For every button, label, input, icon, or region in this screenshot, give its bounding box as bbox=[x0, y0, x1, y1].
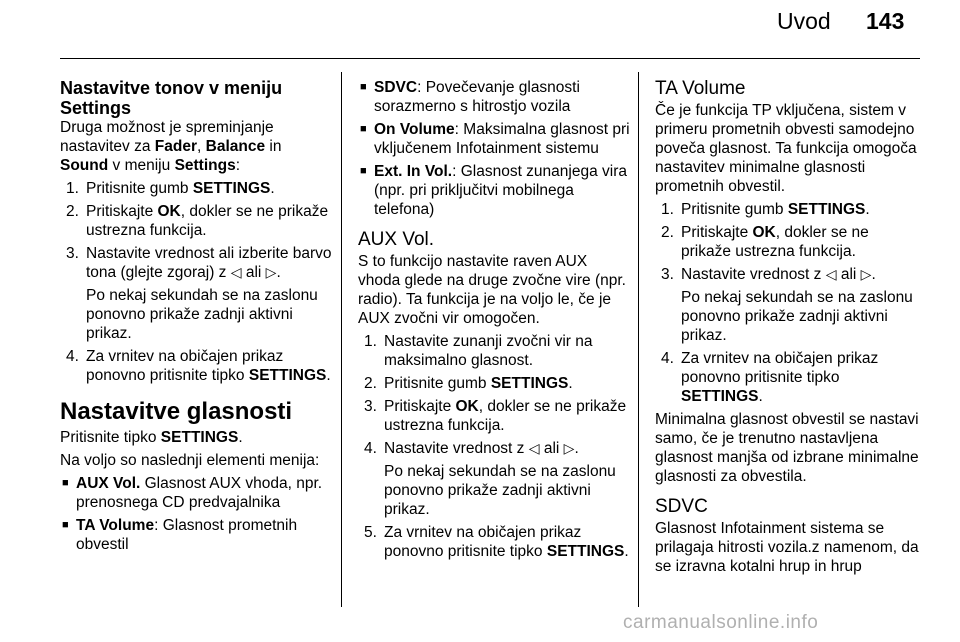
paragraph: S to funkcijo nastavite raven AUX vhoda glede na druge zvočne vire (npr. radio). Ta funkcija je na voljo le, če je AUX zvočni vir omogočen. bbox=[358, 253, 626, 327]
list-item: 2. Pritisnite gumb SETTINGS. bbox=[364, 375, 573, 392]
steps-list bbox=[655, 200, 923, 406]
paragraph: Druga možnost je spreminjanje nastavitev za Fader, Balance in Sound v meniju Settings: bbox=[60, 119, 282, 174]
paragraph: Na voljo so naslednji elementi menija: bbox=[60, 452, 320, 469]
bullet-list bbox=[60, 474, 332, 554]
steps-list bbox=[60, 179, 332, 385]
section-heading: Nastavitve tonov v meniju Settings bbox=[60, 78, 283, 118]
list-item: ■ TA Volume: Glasnost prometnih obvestil bbox=[60, 516, 332, 554]
triangle-left-icon: ◁ bbox=[825, 266, 837, 282]
list-item: 2. Pritiskajte OK, dokler se ne prikaže ustrezna funkcija. bbox=[661, 224, 869, 260]
page-header bbox=[0, 0, 960, 40]
triangle-right-icon: ▷ bbox=[563, 440, 575, 456]
list-item: 4. Za vrnitev na običajen prikaz ponovno pritisnite tipko SETTINGS. bbox=[661, 350, 879, 405]
list-item: 3. Pritiskajte OK, dokler se ne prikaže ustrezna funkcija. bbox=[364, 398, 627, 434]
list-item: 1. Pritisnite gumb SETTINGS. bbox=[66, 180, 275, 197]
list-item: ■ SDVC: Povečevanje glasnosti sorazmerno s hitrostjo vozila bbox=[358, 78, 632, 116]
triangle-right-icon: ▷ bbox=[265, 264, 277, 280]
paragraph: Pritisnite tipko SETTINGS. bbox=[60, 429, 243, 446]
paragraph: Minimalna glasnost obvestil se nastavi samo, če je trenutno nastavljena glasnost manjša od izbrane minimalne glasnosti za obvestila. bbox=[655, 411, 919, 485]
column-3 bbox=[655, 78, 923, 580]
list-item: 4. Za vrnitev na običajen prikaz ponovno pritisnite tipko SETTINGS. bbox=[66, 348, 331, 384]
list-item: 3. Nastavite vrednost z ◁ ali ▷. Po nekaj sekundah se na zaslonu ponovno prikaže zadnji aktivni prikaz. bbox=[661, 266, 913, 344]
column-2 bbox=[358, 78, 632, 565]
page-number: 143 bbox=[866, 8, 905, 34]
triangle-left-icon: ◁ bbox=[230, 264, 242, 280]
list-item: 1. Nastavite zunanji zvočni vir na maksimalno glasnost. bbox=[364, 333, 593, 369]
section-title: AUX Vol. bbox=[358, 229, 435, 250]
bullet-list bbox=[358, 78, 632, 219]
list-item: 3. Nastavite vrednost ali izberite barvo tona (glejte zgoraj) z ◁ ali ▷. Po nekaj sekundah se na zaslonu ponovno prikaže zadnji aktivni prikaz. bbox=[66, 245, 332, 342]
paragraph: Glasnost Infotainment sistema se prilagaja hitrosti vozila.z namenom, da se izravna kotalni hrup in hrup bbox=[655, 520, 919, 575]
paragraph: Če je funkcija TP vključena, sistem v primeru prometnih obvesti samodejno poveča glasnost. Ta funkcija omogoča nastavitev minimalne glasnosti prometnih obvestil. bbox=[655, 102, 917, 195]
section-title: TA Volume bbox=[655, 78, 746, 99]
header-rule bbox=[60, 58, 920, 59]
list-item: 2. Pritiskajte OK, dokler se ne prikaže ustrezna funkcija. bbox=[66, 203, 329, 239]
list-item: ■ AUX Vol. Glasnost AUX vhoda, npr. prenosnega CD predvajalnika bbox=[60, 474, 332, 512]
column-divider bbox=[638, 72, 639, 607]
section-title: SDVC bbox=[655, 496, 708, 517]
column-1 bbox=[60, 78, 332, 558]
steps-list bbox=[358, 332, 632, 561]
triangle-left-icon: ◁ bbox=[528, 440, 540, 456]
header-title: Uvod bbox=[777, 8, 831, 34]
list-item: 4. Nastavite vrednost z ◁ ali ▷. Po nekaj sekundah se na zaslonu ponovno prikaže zadnji aktivni prikaz. bbox=[364, 440, 616, 518]
list-item: 5. Za vrnitev na običajen prikaz ponovno pritisnite tipko SETTINGS. bbox=[364, 524, 629, 560]
section-title: Nastavitve glasnosti bbox=[60, 398, 293, 425]
list-item: 1. Pritisnite gumb SETTINGS. bbox=[661, 201, 870, 218]
list-item: ■ On Volume: Maksimalna glasnost pri vključenem Infotainment sistemu bbox=[358, 120, 632, 158]
watermark: carmanualsonline.info bbox=[623, 612, 819, 633]
column-divider bbox=[341, 72, 342, 607]
list-item: ■ Ext. In Vol.: Glasnost zunanjega vira (npr. pri priključitvi mobilnega telefona) bbox=[358, 162, 632, 219]
triangle-right-icon: ▷ bbox=[860, 266, 872, 282]
